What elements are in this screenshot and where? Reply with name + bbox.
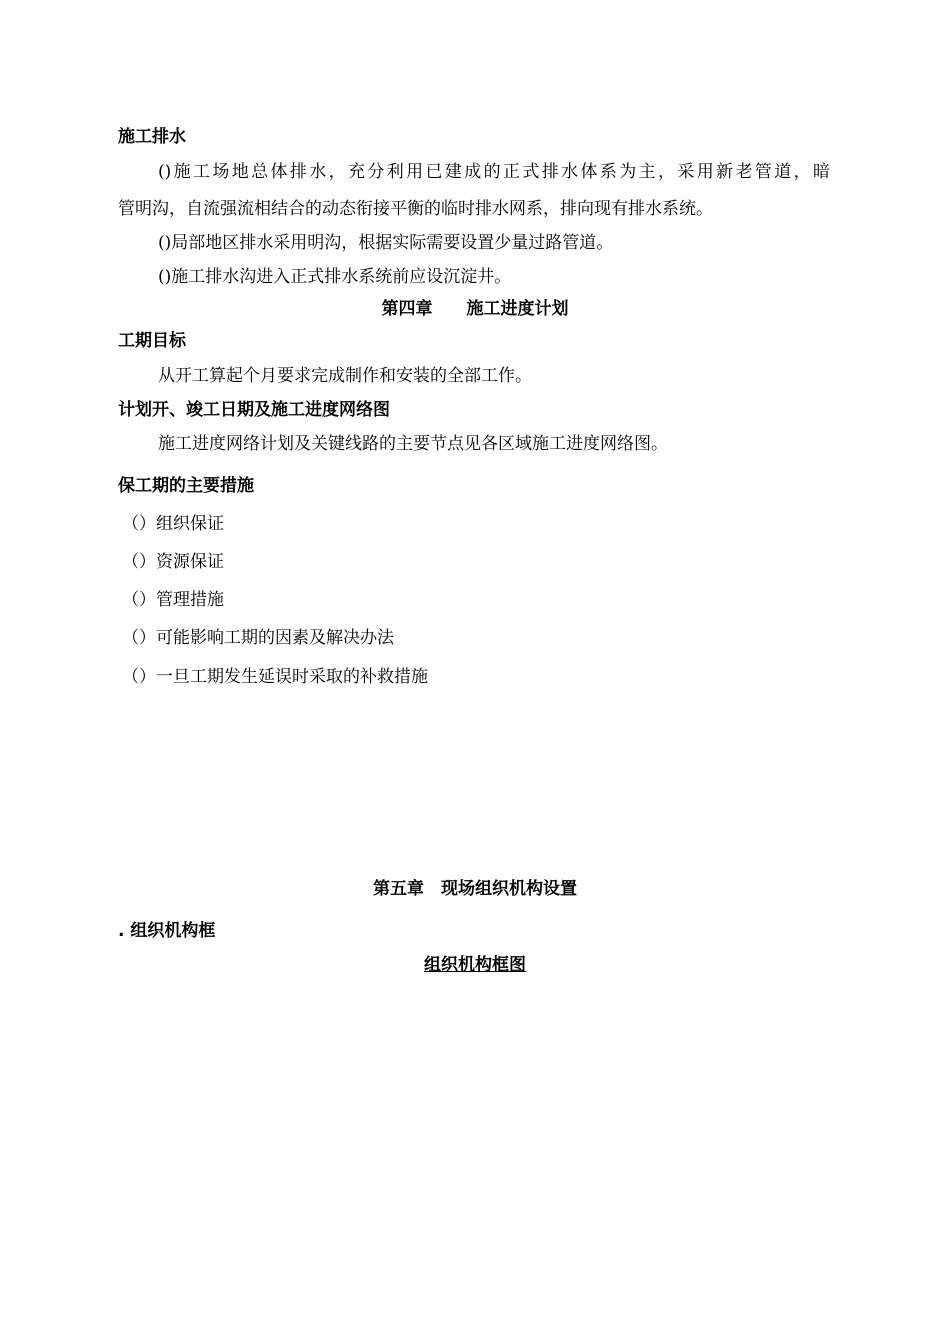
measure-item: （）资源保证 bbox=[122, 552, 224, 572]
measures-heading: 保工期的主要措施 bbox=[118, 476, 254, 496]
measure-item: （）管理措施 bbox=[122, 590, 224, 610]
drainage-paragraph-1-line-2: 管明沟，自流强流相结合的动态衔接平衡的临时排水网系，排向现有排水系统。 bbox=[118, 199, 713, 219]
drainage-paragraph-1-line-1: ()施工场地总体排水，充分利用已建成的正式排水体系为主，采用新老管道，暗 bbox=[158, 162, 830, 182]
chapter-5-title: 第五章 现场组织机构设置 bbox=[373, 879, 577, 899]
plan-dates-heading: 计划开、竣工日期及施工进度网络图 bbox=[118, 400, 390, 420]
org-structure-heading: . 组织机构框 bbox=[118, 921, 216, 941]
measure-item: （）可能影响工期的因素及解决办法 bbox=[122, 628, 394, 648]
chapter-4-title: 第四章 施工进度计划 bbox=[381, 299, 569, 319]
schedule-goal-text: 从开工算起个月要求完成制作和安装的全部工作。 bbox=[158, 366, 532, 386]
measure-item: （）一旦工期发生延误时采取的补救措施 bbox=[122, 667, 428, 687]
schedule-goal-heading: 工期目标 bbox=[118, 331, 186, 351]
measure-item: （）组织保证 bbox=[122, 514, 224, 534]
drainage-paragraph-3: ()施工排水沟进入正式排水系统前应设沉淀井。 bbox=[158, 267, 512, 287]
section-heading-drainage: 施工排水 bbox=[118, 127, 186, 147]
drainage-paragraph-2: ()局部地区排水采用明沟，根据实际需要设置少量过路管道。 bbox=[158, 233, 614, 253]
plan-dates-text: 施工进度网络计划及关键线路的主要节点见各区域施工进度网络图。 bbox=[158, 434, 668, 454]
org-chart-title: 组织机构框图 bbox=[424, 955, 526, 975]
